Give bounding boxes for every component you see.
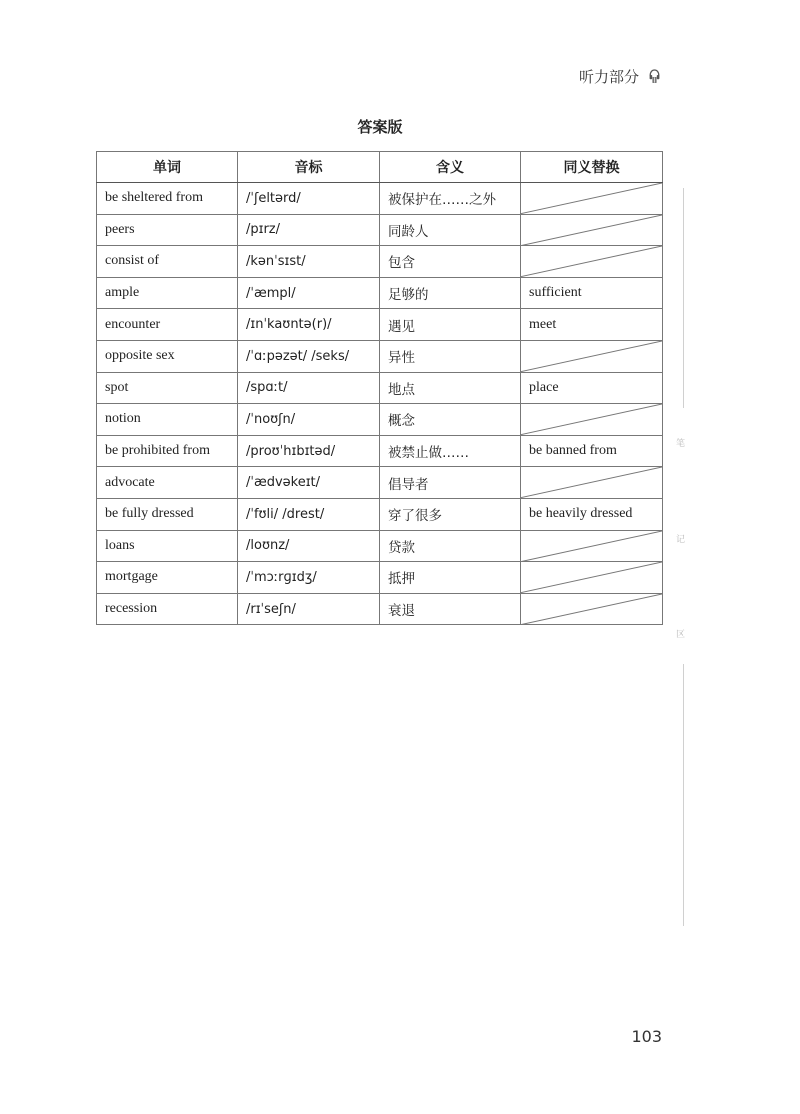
empty-synonym-cell xyxy=(521,530,663,562)
synonym-cell: meet xyxy=(521,309,663,341)
diagonal-slash xyxy=(521,183,662,214)
word-cell: encounter xyxy=(97,309,238,341)
diagonal-slash xyxy=(521,246,662,277)
empty-synonym-cell xyxy=(521,340,663,372)
diagonal-slash xyxy=(521,594,662,625)
empty-synonym-cell xyxy=(521,467,663,499)
ipa-cell: /ˈmɔːrɡɪdʒ/ xyxy=(238,562,380,594)
column-header-meaning: 含义 xyxy=(380,152,521,183)
section-title: 听力部分 xyxy=(578,68,639,86)
diagonal-slash xyxy=(521,467,662,498)
table-row xyxy=(97,530,663,562)
empty-synonym-cell xyxy=(521,562,663,594)
word-cell: be prohibited from xyxy=(97,435,238,467)
page-number: 103 xyxy=(631,1027,662,1046)
meaning-cell: 同龄人 xyxy=(380,214,521,246)
word-cell: notion xyxy=(97,404,238,436)
table-header-row xyxy=(97,152,663,183)
diagonal-slash xyxy=(521,341,662,372)
table-row xyxy=(97,404,663,436)
empty-synonym-cell xyxy=(521,404,663,436)
meaning-cell: 被保护在……之外 xyxy=(380,183,521,215)
table-row xyxy=(97,214,663,246)
margin-note-char: 区 xyxy=(676,630,686,640)
ipa-cell: /ˈʃeltərd/ xyxy=(238,183,380,215)
word-cell: loans xyxy=(97,530,238,562)
meaning-cell: 遇见 xyxy=(380,309,521,341)
table-row xyxy=(97,340,663,372)
empty-synonym-cell xyxy=(521,214,663,246)
word-cell: opposite sex xyxy=(97,340,238,372)
meaning-cell: 包含 xyxy=(380,246,521,278)
table-row xyxy=(97,183,663,215)
headphones-book-icon xyxy=(649,69,660,84)
table-row xyxy=(97,309,663,341)
word-cell: recession xyxy=(97,593,238,625)
synonym-cell: place xyxy=(521,372,663,404)
table-row xyxy=(97,467,663,499)
ipa-cell: /pɪrz/ xyxy=(238,214,380,246)
ipa-cell: /ˈædvəkeɪt/ xyxy=(238,467,380,499)
meaning-cell: 衰退 xyxy=(380,593,521,625)
table-row xyxy=(97,277,663,309)
ipa-cell: /ˈfʊli/ /drest/ xyxy=(238,498,380,530)
table-row xyxy=(97,372,663,404)
meaning-cell: 贷款 xyxy=(380,530,521,562)
empty-synonym-cell xyxy=(521,183,663,215)
diagonal-slash xyxy=(521,562,662,593)
empty-synonym-cell xyxy=(521,246,663,278)
column-header-word: 单词 xyxy=(97,152,238,183)
notes-margin-line-top xyxy=(683,188,684,408)
column-header-ipa: 音标 xyxy=(238,152,380,183)
empty-synonym-cell xyxy=(521,593,663,625)
synonym-cell: be banned from xyxy=(521,435,663,467)
synonym-cell: be heavily dressed xyxy=(521,498,663,530)
ipa-cell: /kənˈsɪst/ xyxy=(238,246,380,278)
synonym-cell: sufficient xyxy=(521,277,663,309)
page-header xyxy=(579,66,660,87)
column-header-synonym: 同义替换 xyxy=(521,152,663,183)
word-cell: mortgage xyxy=(97,562,238,594)
diagonal-slash xyxy=(521,531,662,562)
word-cell: be sheltered from xyxy=(97,183,238,215)
ipa-cell: /ɪnˈkaʊntə(r)/ xyxy=(238,309,380,341)
ipa-cell: /loʊnz/ xyxy=(238,530,380,562)
table-row xyxy=(97,593,663,625)
answer-title: 答案版 xyxy=(357,118,403,136)
table-row xyxy=(97,498,663,530)
word-cell: peers xyxy=(97,214,238,246)
meaning-cell: 异性 xyxy=(380,340,521,372)
notes-margin-line-bottom xyxy=(683,664,684,926)
ipa-cell: /ˈɑːpəzət/ /seks/ xyxy=(238,340,380,372)
ipa-cell: /proʊˈhɪbɪtəd/ xyxy=(238,435,380,467)
meaning-cell: 概念 xyxy=(380,404,521,436)
diagonal-slash xyxy=(521,404,662,435)
ipa-cell: /rɪˈseʃn/ xyxy=(238,593,380,625)
word-cell: ample xyxy=(97,277,238,309)
meaning-cell: 抵押 xyxy=(380,562,521,594)
word-cell: advocate xyxy=(97,467,238,499)
meaning-cell: 穿了很多 xyxy=(380,498,521,530)
vocabulary-table xyxy=(96,151,663,625)
diagonal-slash xyxy=(521,215,662,246)
word-cell: be fully dressed xyxy=(97,498,238,530)
meaning-cell: 足够的 xyxy=(380,277,521,309)
ipa-cell: /ˈnoʊʃn/ xyxy=(238,404,380,436)
meaning-cell: 地点 xyxy=(380,372,521,404)
word-cell: consist of xyxy=(97,246,238,278)
margin-note-char: 记 xyxy=(676,535,686,545)
ipa-cell: /spɑːt/ xyxy=(238,372,380,404)
ipa-cell: /ˈæmpl/ xyxy=(238,277,380,309)
table-row xyxy=(97,562,663,594)
table-row xyxy=(97,246,663,278)
margin-note-char: 笔 xyxy=(676,439,686,449)
meaning-cell: 被禁止做…… xyxy=(380,435,521,467)
word-cell: spot xyxy=(97,372,238,404)
table-row xyxy=(97,435,663,467)
meaning-cell: 倡导者 xyxy=(380,467,521,499)
